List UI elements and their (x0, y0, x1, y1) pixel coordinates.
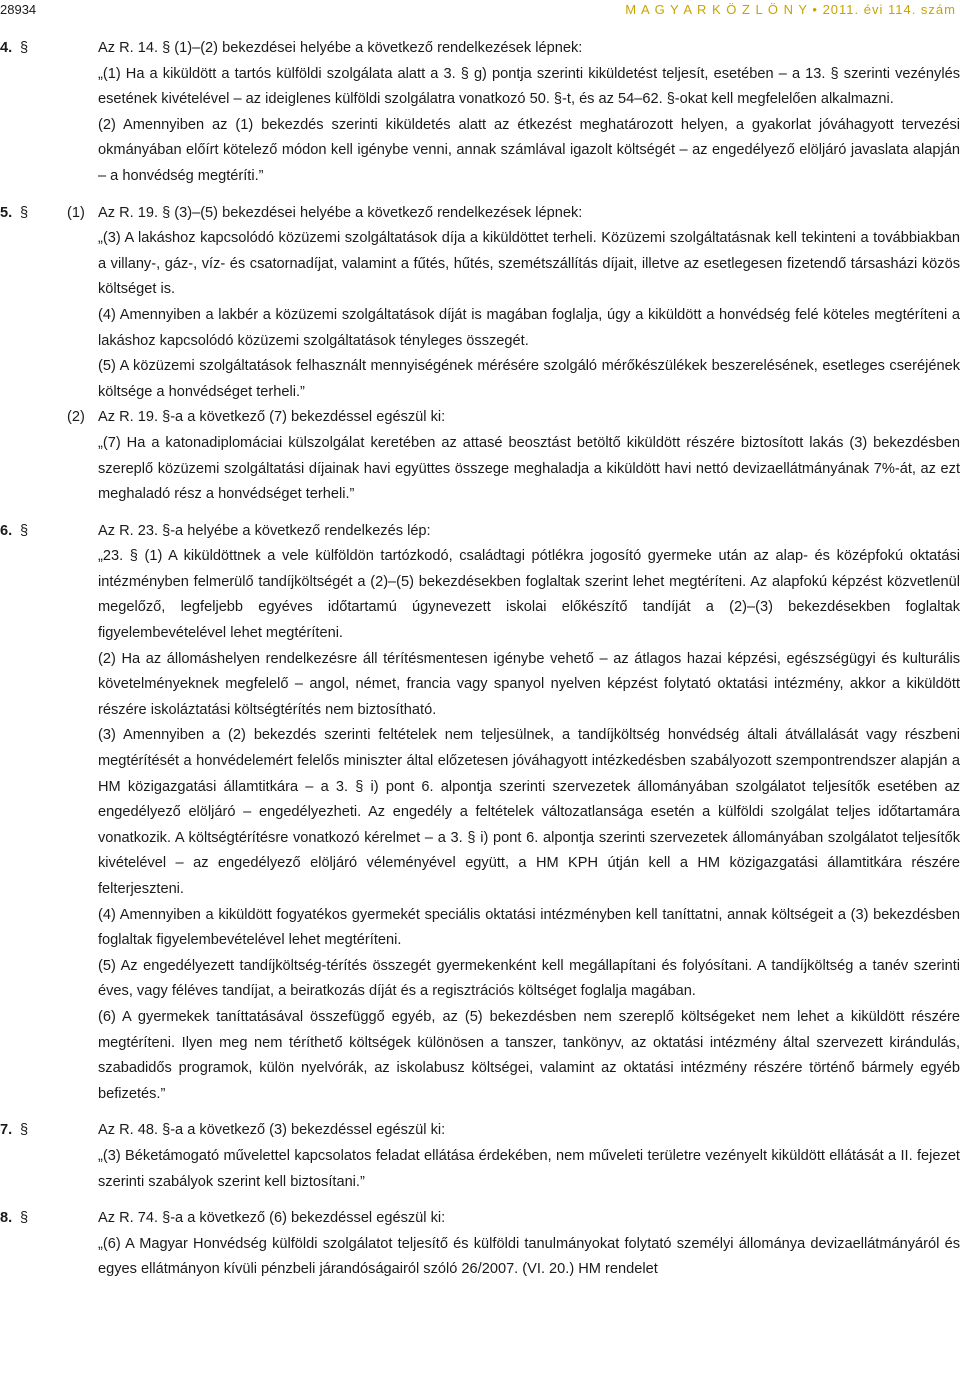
section-4 (0, 36, 960, 190)
page-number: 28934 (0, 2, 37, 17)
section-number: 5. (0, 204, 13, 221)
quoted-paragraph: „(1) Ha a kiküldött a tartós külföldi szolgálata alatt a 3. § g) pontja szerinti kiküldetést teljesít, esetében – a 13. § szerinti vezénylés esetének kivételével – az ideiglenes külföldi szolgálatra vonatkozó 50. §-t, és az 54–62. §-okat kell megfelelően alkalmazni. (98, 65, 960, 108)
section-5 (0, 201, 960, 508)
quoted-paragraph: „(3) A lakáshoz kapcsolódó közüzemi szolgáltatások díja a kiküldöttet terheli. Közüzemi szolgáltatásnak kell tekinteni a továbbiakban a villany-, gáz-, víz- és csatornadíjat, valamint a fűtés, hűtés, szemétszállítás díjait, illetve az esetlegesen fizetendő társasházi közös költséget is. (98, 230, 960, 298)
paragraph-sign: § (20, 40, 29, 56)
quoted-paragraph: „(6) A Magyar Honvédség külföldi szolgálatot teljesítő és külföldi tanulmányokat folytató személyi állománya devizaellátmányáról és egyes ellátmányon kívüli pénzbeli járandóságairól szóló 26/2007. (VI. 20.) HM rendelet (98, 1235, 960, 1278)
quoted-paragraph: (4) Amennyiben a lakbér a közüzemi szolgáltatások díját is magában foglalja, úgy a kiküldött a honvédség felé köteles megtéríteni a lakáshoz kapcsolódó közüzemi szolgáltatások tényleges összegét. (98, 306, 960, 349)
subsection (0, 405, 960, 431)
amendment-quote (0, 226, 960, 405)
amendment-quote (0, 1144, 960, 1195)
paragraph-sign: § (20, 1210, 29, 1227)
amendment-quote (0, 544, 960, 1107)
quoted-paragraph: (2) Ha az állomáshelyen rendelkezésre áll térítésmentesen igénybe vehető – az átlagos hazai képzési, egészségügyi és kulturális követelményeknek megfelelő – angol, német, francia vagy spanyol nyelven képzést folytató oktatási intézmény, akkor a kiküldött részére iskoláztatási költségtérítés nem biztosítható. (98, 650, 960, 718)
amendment-intro: Az R. 74. §-a a következő (6) bekezdéssel egészül ki: (98, 1210, 446, 1227)
amendment-intro: Az R. 23. §-a helyébe a következő rendelkezés lép: (98, 522, 431, 539)
amendment-quote (0, 62, 960, 190)
section-number: 8. (0, 1210, 13, 1227)
subsection-number: (2) (67, 409, 85, 426)
subsection-number: (1) (67, 204, 85, 221)
paragraph-sign: § (20, 1122, 29, 1139)
subsection (0, 201, 960, 227)
journal-title: M A G Y A R K Ö Z L Ö N Y • 2011. évi 114. szám (625, 2, 956, 17)
quoted-paragraph: (3) Amennyiben a (2) bekezdés szerinti feltételek nem teljesülnek, a tandíjköltség honvédség általi átvállalását vagy részbeni megtérítését a honvédelemért felelős miniszter által előzetesen jóváhagyott intézkedésben szabályozott szempontrendszer alapján a HM közigazgatási államtitkára – a 3. § i) pont 6. alpontja szerinti szervezetek állományában szolgálatot teljesítők esetében az engedélyező elöljáró – engedélyezheti. Az engedély a feltételek változatlansága esetén a külföldi szolgálat teljes időtartamára vonatkozik. A költségtérítésre vonatkozó kérelmet – a 3. § i) pont 6. alpontja szerinti szervezetek állományában szolgálatot teljesítők kivételével – az engedélyező elöljáró véleményével együtt, a HM KPH útján kell a HM közigazgatási államtitkára részére felterjeszteni. (98, 727, 960, 897)
section-number: 6. (0, 522, 13, 539)
section-number: 7. (0, 1122, 13, 1139)
section-8 (0, 1206, 960, 1283)
paragraph-sign: § (20, 204, 29, 221)
amendment-quote (0, 431, 960, 508)
amendment-intro: Az R. 19. § (3)–(5) bekezdései helyébe a következő rendelkezések lépnek: (98, 204, 583, 221)
paragraph-sign: § (20, 522, 29, 539)
section-6 (0, 519, 960, 1108)
section-number: 4. (0, 40, 13, 56)
quoted-paragraph: (2) Amennyiben az (1) bekezdés szerinti kiküldetés alatt az étkezést meghatározott helyen, a gyakorlat jóváhagyott tervezési okmányában előírt kötelező módon kell igénybe venni, annak számlával igazolt költségét – az engedélyező elöljáró javaslata alapján – a honvédség megtéríti.” (98, 116, 960, 184)
amendment-intro: Az R. 14. § (1)–(2) bekezdései helyébe a következő rendelkezések lépnek: (98, 40, 583, 56)
quoted-paragraph: (6) A gyermekek taníttatásával összefüggő egyéb, az (5) bekezdésben nem szereplő költségeket nem lehet a kiküldött részére megtéríteni. Ilyen meg nem téríthető költségek különösen a tanszer, tankönyv, az oktatási intézmény által szervezett kirándulás, szabadidős programok, külön nyelvórák, az iskolabusz költségei, valamint az oktatási intézmény részére történő bármely egyéb befizetés.” (98, 1008, 960, 1102)
quoted-paragraph: „(3) Béketámogató művelettel kapcsolatos feladat ellátása érdekében, nem műveleti területre vezényelt kiküldött ellátását a II. fejezet szerinti szabályok szerint kell biztosítani.” (98, 1147, 960, 1190)
quoted-paragraph: (5) A közüzemi szolgáltatások felhasznált mennyiségének mérésére szolgáló mérőkészülékek beszerelésének, esetleges cseréjének költsége a honvédséget terheli.” (98, 358, 960, 400)
section-7 (0, 1118, 960, 1195)
document-body (0, 36, 960, 1283)
amendment-intro: Az R. 48. §-a a következő (3) bekezdéssel egészül ki: (98, 1122, 446, 1139)
quoted-paragraph: (4) Amennyiben a kiküldött fogyatékos gyermekét speciális oktatási intézményben kell taníttatni, annak költségeit a (3) bekezdésben foglaltak figyelembevételével lehet megtéríteni. (98, 906, 960, 949)
quoted-paragraph: „23. § (1) A kiküldöttnek a vele külföldön tartózkodó, családtagi pótlékra jogosító gyermeke után az alap- és középfokú oktatási intézményben felmerülő tandíjköltségét a (2)–(5) bekezdésekben foglaltak szerint lehet megtéríteni. Az alapfokú képzést közvetlenül megelőző, legfeljebb egyéves időtartamú úgynevezett iskolai előkészítő tandíját a (2)–(3) bekezdésekben foglaltak figyelembevételével lehet megtéríteni. (98, 548, 960, 642)
quoted-paragraph: „(7) Ha a katonadiplomáciai külszolgálat keretében az attasé beosztást betöltő kiküldött részére biztosított lakás (3) bekezdésben szereplő közüzemi szolgáltatási díjainak havi együttes összege meghaladja a kiküldött havi nettó devizaellátmányának 7%-át, az ezt meghaladó rész a honvédséget terheli.” (98, 434, 960, 503)
amendment-quote (0, 1232, 960, 1283)
page-header (0, 0, 960, 20)
quoted-paragraph: (5) Az engedélyezett tandíjköltség-térítés összegét gyermekenként kell megállapítani és folyósítani. A tandíjköltség a tanév szerinti éves, vagy féléves tandíjat, a beiratkozás díját és a regisztrációs költséget foglalja magában. (98, 957, 960, 1000)
amendment-intro: Az R. 19. §-a a következő (7) bekezdéssel egészül ki: (98, 409, 446, 426)
